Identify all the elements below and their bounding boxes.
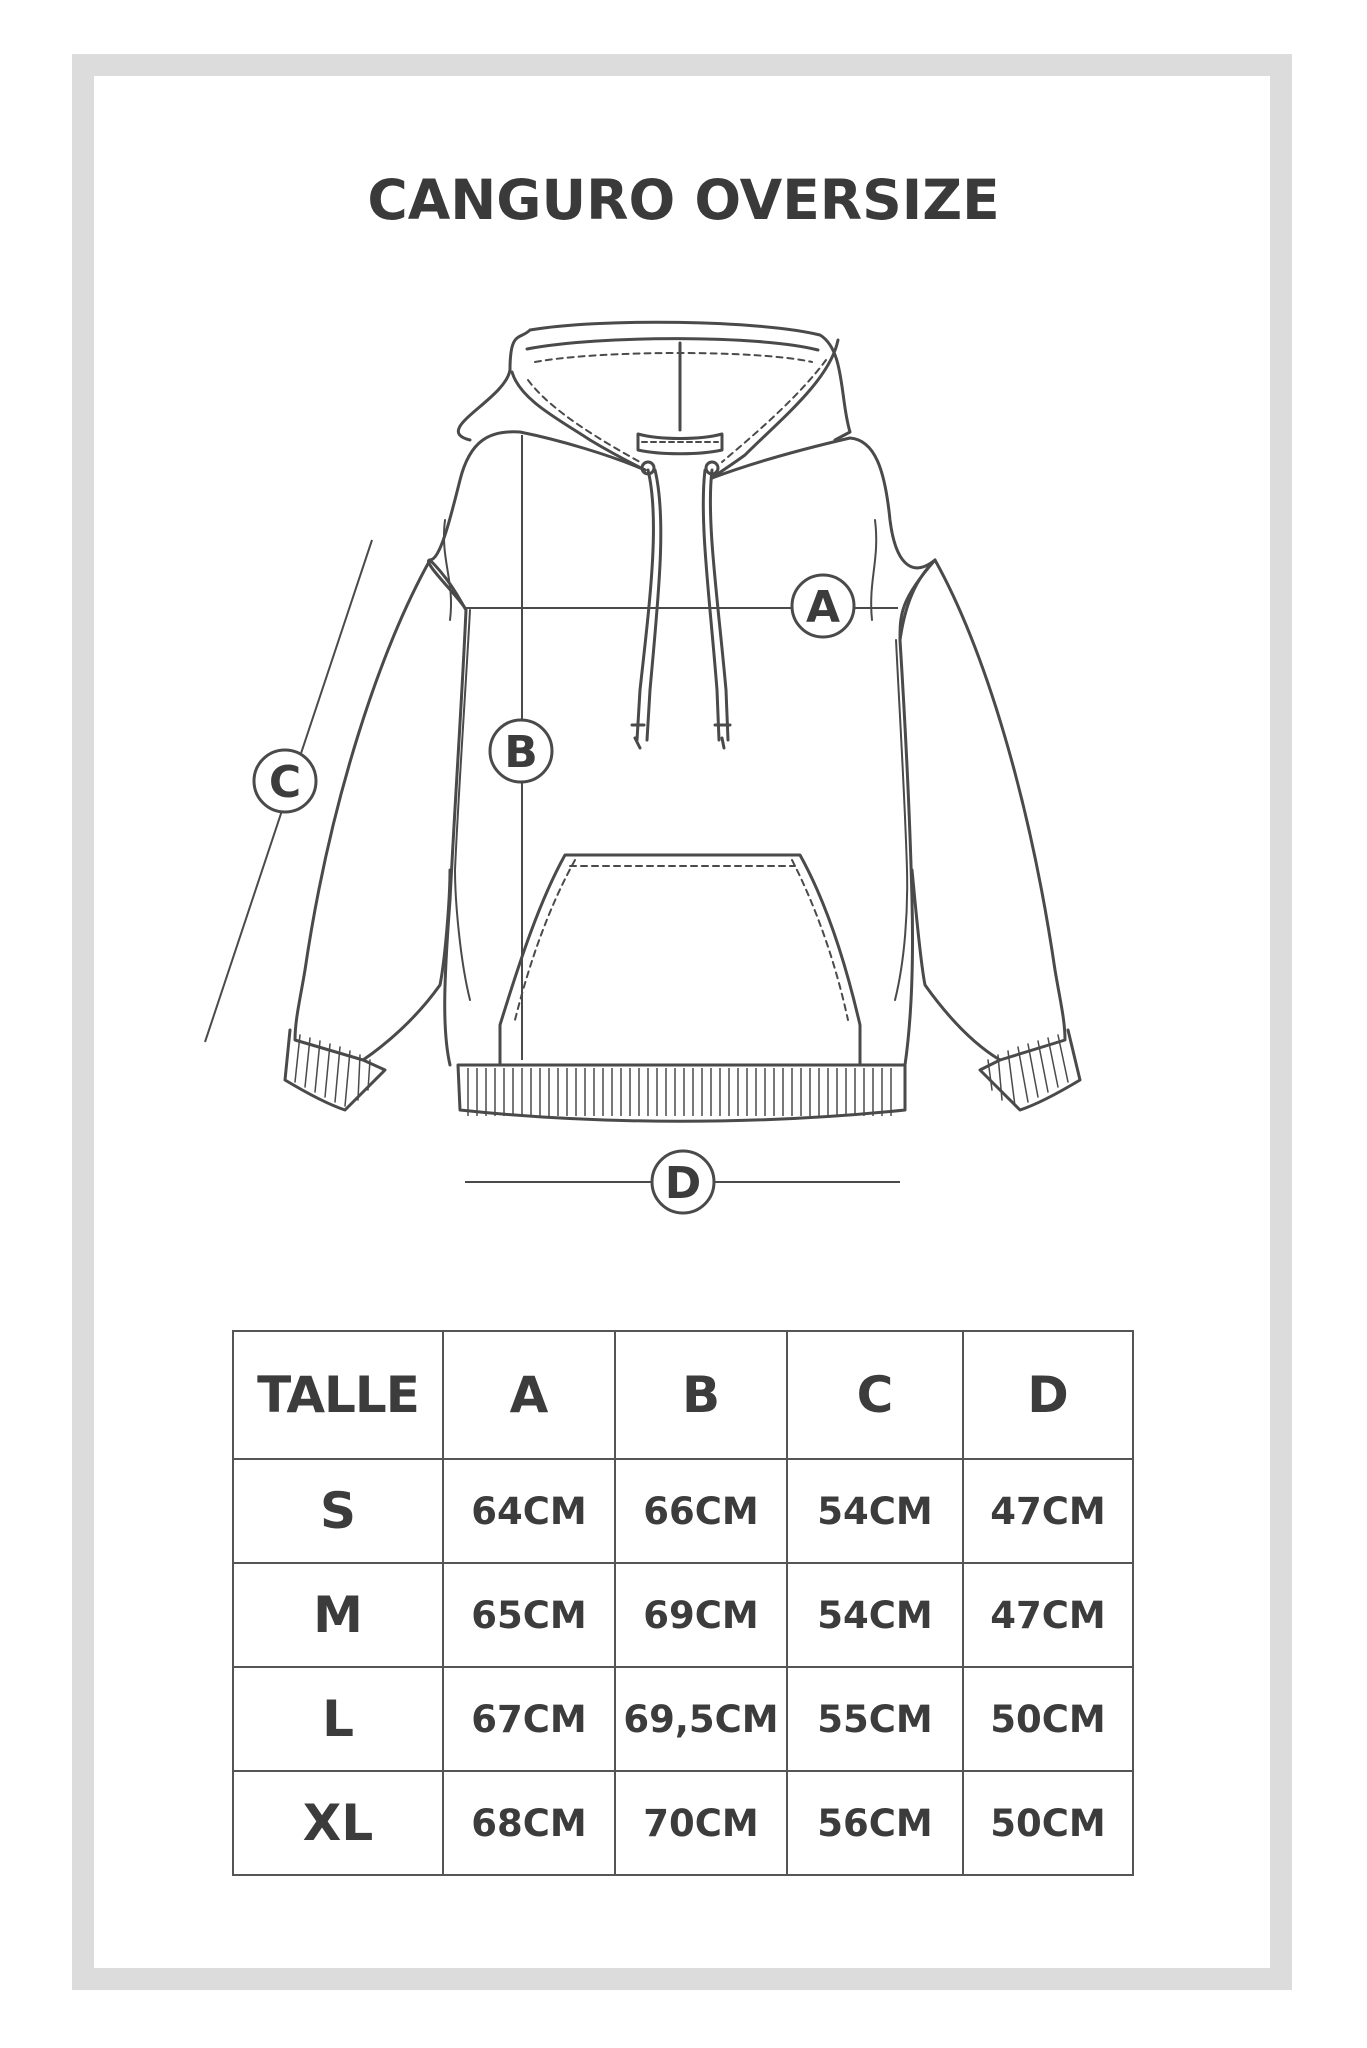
table-row bbox=[233, 1667, 1133, 1771]
left-sleeve bbox=[295, 560, 450, 1060]
table-header-row bbox=[233, 1331, 1133, 1459]
value-cell-a: 68CM bbox=[443, 1771, 615, 1875]
header-c: C bbox=[787, 1331, 963, 1459]
header-d: D bbox=[963, 1331, 1133, 1459]
value-cell-c: 54CM bbox=[787, 1459, 963, 1563]
marker-c-label: C bbox=[268, 757, 302, 808]
value-cell-a: 65CM bbox=[443, 1563, 615, 1667]
value-cell-b: 70CM bbox=[615, 1771, 787, 1875]
hem-ribbing bbox=[468, 1068, 891, 1116]
value-cell-b: 69,5CM bbox=[615, 1667, 787, 1771]
value-cell-b: 69CM bbox=[615, 1563, 787, 1667]
neck-opening bbox=[638, 434, 722, 454]
header-b: B bbox=[615, 1331, 787, 1459]
right-drawstring bbox=[703, 470, 728, 740]
marker-d-label: D bbox=[664, 1158, 702, 1209]
size-cell: S bbox=[233, 1459, 443, 1563]
size-cell: M bbox=[233, 1563, 443, 1667]
value-cell-a: 67CM bbox=[443, 1667, 615, 1771]
hood-inner-rim bbox=[527, 339, 818, 350]
right-sleeve bbox=[912, 560, 1065, 1060]
value-cell-b: 66CM bbox=[615, 1459, 787, 1563]
marker-b-label: B bbox=[504, 727, 538, 778]
size-cell: XL bbox=[233, 1771, 443, 1875]
value-cell-c: 55CM bbox=[787, 1667, 963, 1771]
value-cell-a: 64CM bbox=[443, 1459, 615, 1563]
table-row bbox=[233, 1563, 1133, 1667]
hood-left-side bbox=[512, 372, 645, 470]
hem-band bbox=[458, 1065, 905, 1121]
value-cell-c: 54CM bbox=[787, 1563, 963, 1667]
value-cell-d: 47CM bbox=[963, 1563, 1133, 1667]
kangaroo-pocket bbox=[500, 855, 860, 1065]
left-drawstring bbox=[637, 470, 661, 740]
size-table bbox=[232, 1330, 1134, 1876]
marker-a-label: A bbox=[805, 582, 841, 633]
value-cell-d: 47CM bbox=[963, 1459, 1133, 1563]
measurement-lines bbox=[205, 435, 900, 1182]
hood-inner-dashed bbox=[535, 353, 812, 362]
page-title: CANGURO OVERSIZE bbox=[367, 168, 1000, 232]
size-cell: L bbox=[233, 1667, 443, 1771]
value-cell-d: 50CM bbox=[963, 1771, 1133, 1875]
value-cell-c: 56CM bbox=[787, 1771, 963, 1875]
header-a: A bbox=[443, 1331, 615, 1459]
value-cell-d: 50CM bbox=[963, 1667, 1133, 1771]
header-talle: TALLE bbox=[233, 1331, 443, 1459]
table-row bbox=[233, 1771, 1133, 1875]
table-row bbox=[233, 1459, 1133, 1563]
